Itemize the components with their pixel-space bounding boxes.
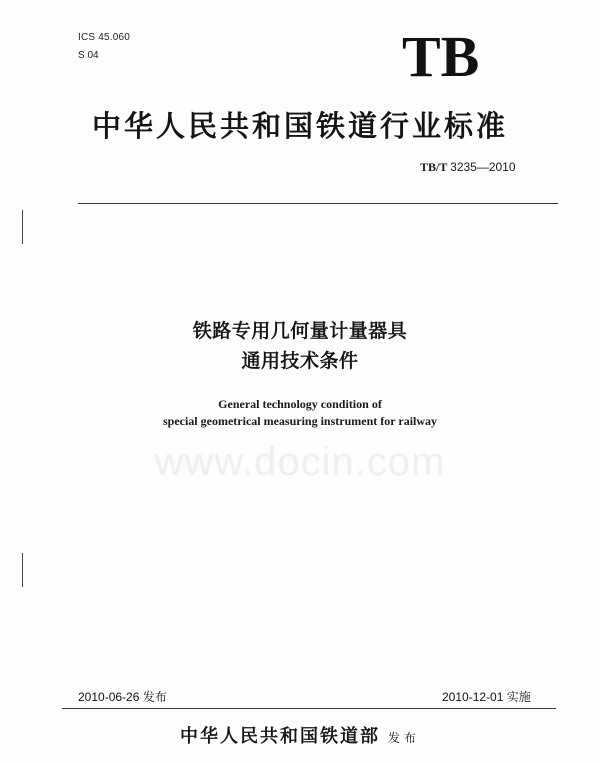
binding-mark-upper <box>22 210 23 244</box>
chinese-title-line-1: 铁路专用几何量计量器具 <box>192 320 408 342</box>
publisher-name: 中华人民共和国铁道部 <box>179 726 380 747</box>
publisher-verb: 发布 <box>387 731 420 745</box>
ics-code: ICS 45.060 <box>78 32 131 43</box>
standard-number <box>420 160 516 175</box>
standard-prefix: TB/T <box>420 160 448 174</box>
implementation-date: 2010-12-01 实施 <box>442 690 531 704</box>
standard-number-value: 3235—2010 <box>450 160 516 174</box>
top-divider <box>78 203 558 204</box>
watermark-text: www.docin.com <box>154 440 446 484</box>
industry-standard-title: 中华人民共和国铁道行业标准 <box>91 109 508 143</box>
chinese-title-line-2: 通用技术条件 <box>241 350 359 372</box>
publisher-line <box>0 722 600 748</box>
issue-date: 2010-06-26 发布 <box>78 690 167 704</box>
bottom-divider <box>62 708 556 709</box>
classification-code: S 04 <box>78 50 99 61</box>
binding-mark-lower <box>22 553 23 587</box>
english-title-line-1: General technology condition of <box>218 397 382 411</box>
tb-logo: TB <box>402 24 480 89</box>
english-title-line-2: special geometrical measuring instrument for railway <box>162 414 438 428</box>
